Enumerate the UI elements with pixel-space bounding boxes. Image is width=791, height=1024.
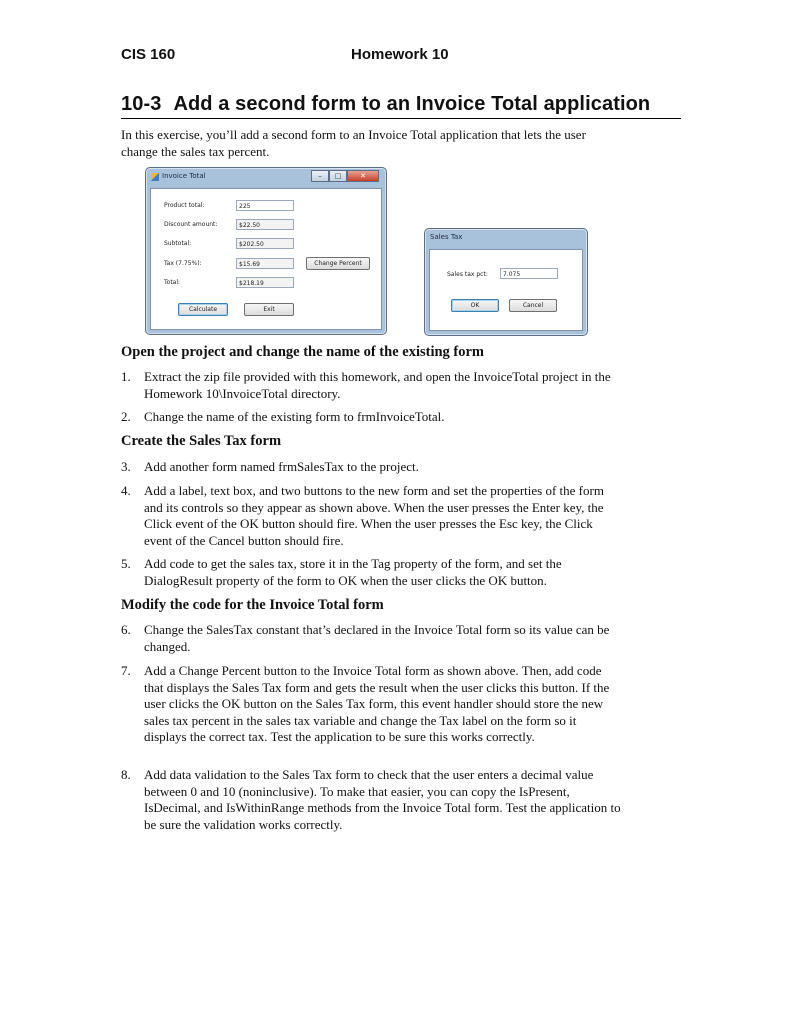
step-6 [121, 622, 621, 655]
step-text: Add another form named frmSalesTax to the project. [144, 459, 419, 474]
step-4 [121, 483, 621, 549]
section-heading-modify-code: Modify the code for the Invoice Total form [121, 597, 384, 613]
step-number: 7. [121, 663, 131, 678]
step-number: 4. [121, 483, 131, 498]
maximize-icon[interactable]: □ [329, 170, 347, 182]
close-icon[interactable]: ✕ [347, 170, 379, 182]
sales-tax-window-title: Sales Tax [430, 233, 463, 241]
product-total-label: Product total: [164, 202, 205, 209]
subtotal-value: $202.50 [236, 238, 294, 249]
sales-tax-pct-label: Sales tax pct: [447, 271, 488, 278]
exit-button[interactable]: Exit [244, 303, 294, 316]
tax-value: $15.69 [236, 258, 294, 269]
page-title [121, 93, 650, 116]
tax-label: Tax (7.75%): [164, 260, 202, 267]
header-course: CIS 160 [121, 46, 176, 63]
ok-button[interactable]: OK [451, 299, 499, 312]
step-number: 3. [121, 459, 131, 474]
product-total-input[interactable]: 225 [236, 200, 294, 211]
app-icon [151, 173, 159, 181]
total-label: Total: [164, 279, 181, 286]
invoice-title-bar [146, 168, 386, 186]
step-2 [121, 409, 621, 426]
exercise-number: 10-3 [121, 93, 162, 115]
step-text: Add data validation to the Sales Tax form to check that the user enters a decimal value between 0 and 10 (noninclusive). To make that easier, you can copy the IsPresent, IsDecimal, and IsWithinRange methods from the Invoice Total form. Test the application to be sure the validation works correctly. [144, 767, 621, 832]
step-7 [121, 663, 621, 746]
step-number: 8. [121, 767, 131, 782]
step-text: Change the SalesTax constant that’s declared in the Invoice Total form so its value can be changed. [144, 622, 610, 654]
step-text: Extract the zip file provided with this homework, and open the InvoiceTotal project in the Homework 10\InvoiceTotal directory. [144, 369, 611, 401]
sales-tax-window [424, 228, 588, 336]
sales-tax-pct-input[interactable]: 7.075 [500, 268, 558, 279]
step-8 [121, 767, 621, 833]
step-number: 2. [121, 409, 131, 424]
section-heading-create-sales-tax: Create the Sales Tax form [121, 433, 282, 449]
step-text: Add a Change Percent button to the Invoice Total form as shown above. Then, add code that displays the Sales Tax form and gets the result when the user clicks this button. If the user clicks the OK button on the Sales Tax form, this event handler should store the new sales tax percent in the sales tax variable and change the Tax label on the form so it displays the correct tax. Test the application to be sure this works correctly. [144, 663, 610, 744]
step-3 [121, 459, 621, 476]
step-number: 6. [121, 622, 131, 637]
subtotal-label: Subtotal: [164, 240, 192, 247]
exercise-title: Add a second form to an Invoice Total application [173, 93, 651, 115]
invoice-window-title: Invoice Total [162, 172, 206, 180]
step-number: 1. [121, 369, 131, 384]
calculate-button[interactable]: Calculate [178, 303, 228, 316]
total-value: $218.19 [236, 277, 294, 288]
title-rule [121, 118, 681, 119]
step-text: Add a label, text box, and two buttons to the new form and set the properties of the form and its controls so they appear as shown above. When the user presses the Enter key, the Click event of the OK button should fire. When the user presses the Esc key, the Click event of the Cancel button should fire. [144, 483, 604, 548]
minimize-icon[interactable]: – [311, 170, 329, 182]
change-percent-button[interactable]: Change Percent [306, 257, 370, 270]
step-text: Add code to get the sales tax, store it in the Tag property of the form, and set the DialogResult property of the form to OK when the user clicks the OK button. [144, 556, 562, 588]
invoice-total-window [145, 167, 387, 335]
section-heading-open-project: Open the project and change the name of the existing form [121, 344, 485, 360]
step-5 [121, 556, 621, 589]
cancel-button[interactable]: Cancel [509, 299, 557, 312]
sales-tax-title-bar [425, 229, 587, 247]
intro-paragraph: In this exercise, you’ll add a second form to an Invoice Total application that lets the user change the sales tax percent. [121, 127, 586, 159]
step-text: Change the name of the existing form to frmInvoiceTotal. [144, 409, 445, 424]
step-number: 5. [121, 556, 131, 571]
discount-amount-label: Discount amount: [164, 221, 218, 228]
sales-tax-client-area [429, 249, 583, 331]
invoice-client-area [150, 188, 382, 330]
header-assignment: Homework 10 [351, 46, 449, 63]
discount-amount-value: $22.50 [236, 219, 294, 230]
step-1 [121, 369, 621, 402]
